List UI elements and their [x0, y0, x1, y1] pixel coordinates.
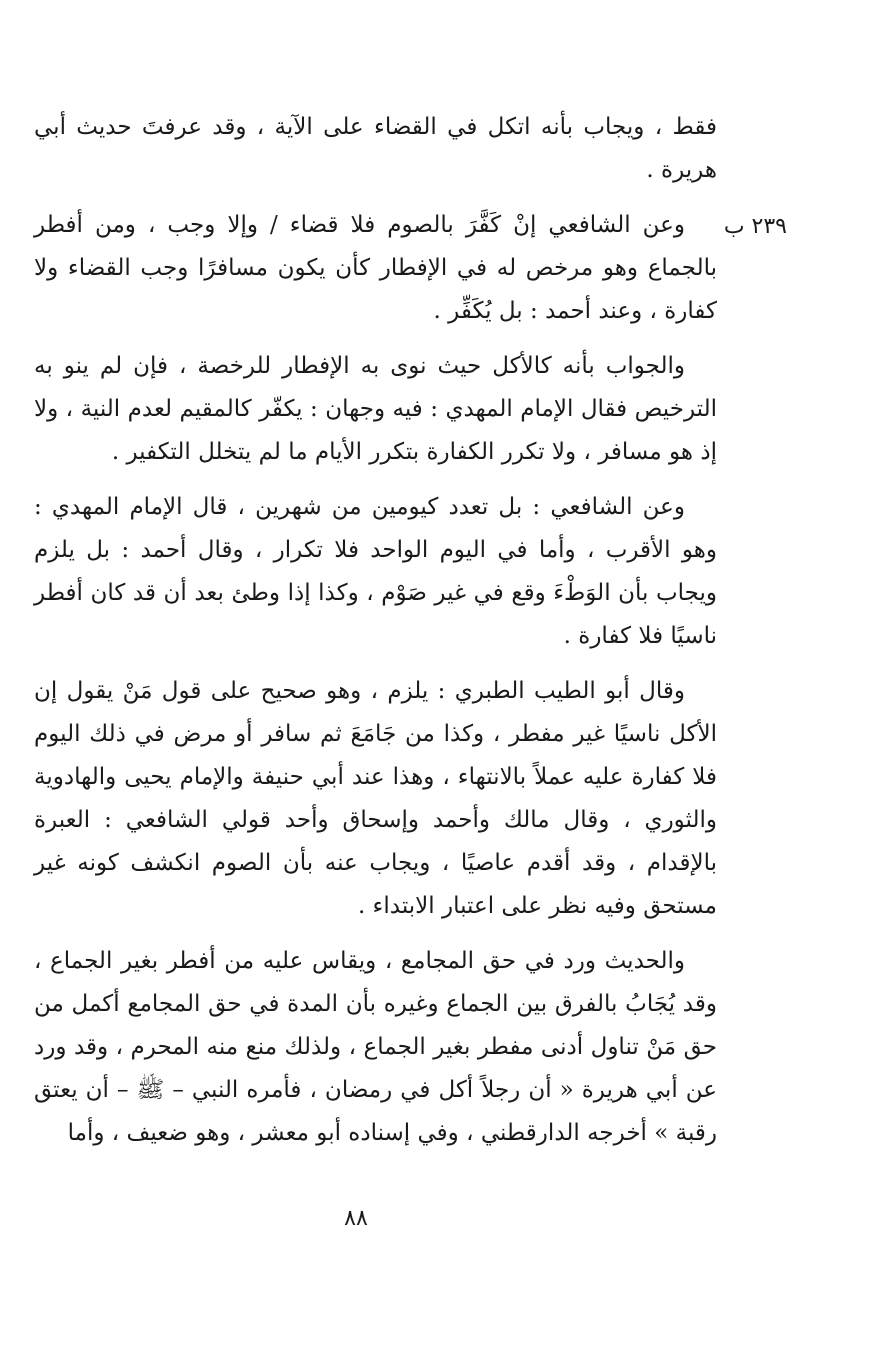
paragraph-5: وقال أبو الطيب الطبري : يلزم ، وهو صحيح على قول مَنْ يقول إن الأكل ناسيًا غير مفطر ، وكذا من جَامَعَ ثم سافر أو مرض في ذلك اليوم فلا كفارة عليه عملاً بالانتهاء ، وهذا عند أبي حنيفة والإمام يحيى والهادوية والثوري ، وقال مالك وأحمد وإسحاق وأحد قولي الشافعي : العبرة بالإقدام ، وقد أقدم عاصيًا ، ويجاب عنه بأن الصوم انكشف كونه غير مستحق وفيه نظر على اعتبار الابتداء .	[34, 678, 717, 919]
manuscript-folio-marker: ٢٣٩ ب	[723, 214, 787, 239]
paragraph-2: وعن الشافعي إنْ كَفَّرَ بالصوم فلا قضاء / وإلا وجب ، ومن أفطر بالجماع وهو مرخص له في الإفطار كأن يكون مسافرًا وجب القضاء ولا كفارة ، وعند أحمد : بل يُكَفِّر .	[34, 212, 717, 324]
body-text	[34, 106, 717, 1167]
paragraph-4: وعن الشافعي : بل تعدد كيومين من شهرين ، قال الإمام المهدي : وهو الأقرب ، وأما في اليوم الواحد فلا تكرار ، وقال أحمد : بل يلزم ويجاب بأن الوَطْءَ وقع في غير صَوْم ، وكذا إذا وطئ بعد أن قد كان أفطر ناسيًا فلا كفارة .	[34, 494, 717, 649]
paragraph-3: والجواب بأنه كالأكل حيث نوى به الإفطار للرخصة ، فإن لم ينو به الترخيص فقال الإمام المهدي : فيه وجهان : يكفّر كالمقيم لعدم النية ، ولا إذ هو مسافر ، ولا تكرر الكفارة بتكرر الأيام ما لم يتخلل التكفير .	[34, 353, 717, 465]
paragraph-6: والحديث ورد في حق المجامع ، ويقاس عليه من أفطر بغير الجماع ، وقد يُجَابُ بالفرق بين الجماع وغيره بأن المدة في حق المجامع أكمل من حق مَنْ تناول أدنى مفطر بغير الجماع ، ولذلك منع منه المحرم ، وقد ورد عن أبي هريرة « أن رجلاً أكل في رمضان ، فأمره النبي – ﷺ – أن يعتق رقبة » أخرجه الدارقطني ، وفي إسناده أبو معشر ، وهو ضعيف ، وأما	[34, 948, 717, 1146]
paragraph-1: فقط ، ويجاب بأنه اتكل في القضاء على الآية ، وقد عرفتَ حديث أبي هريرة .	[34, 114, 717, 183]
page-number: ٨٨	[344, 1206, 368, 1231]
